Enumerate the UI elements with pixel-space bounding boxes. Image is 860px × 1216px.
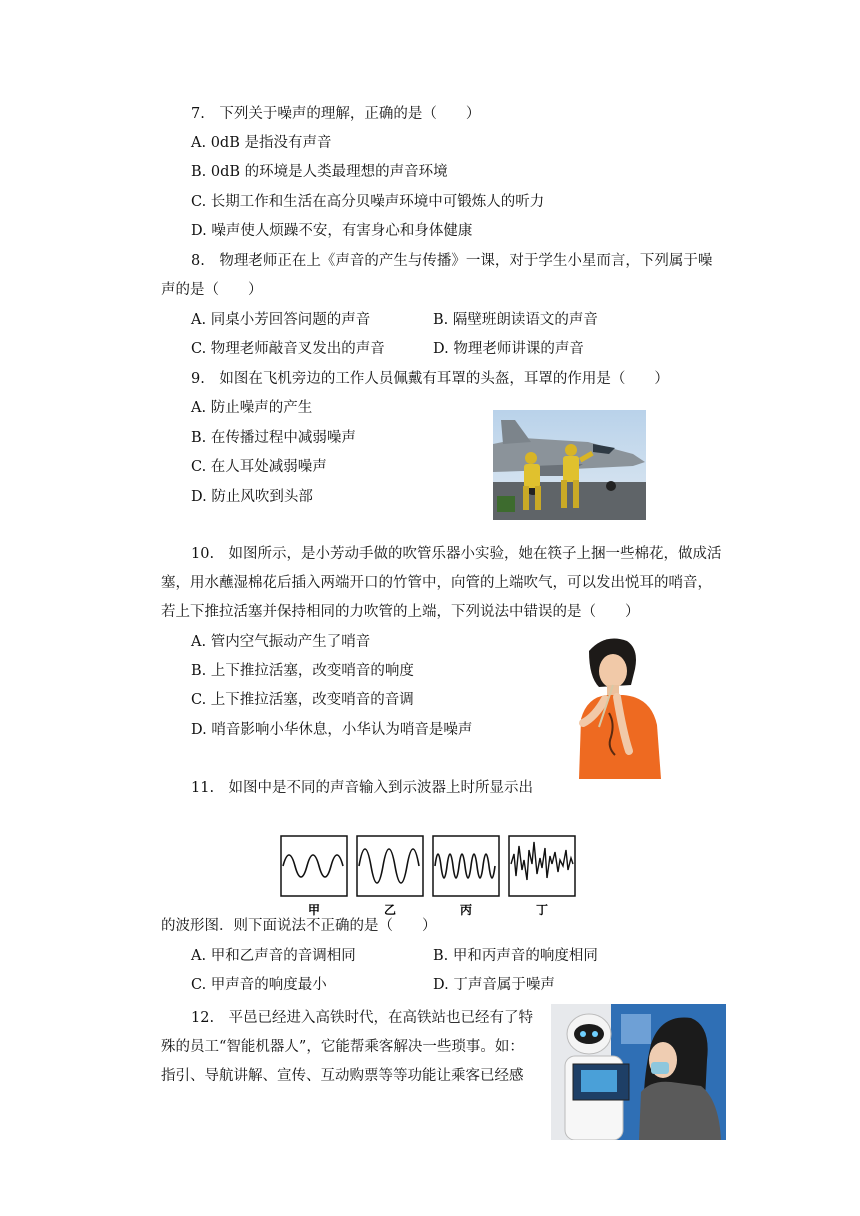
q10-stem-line3: 若上下推拉活塞并保持相同的力吹管的上端，下列说法中错误的是（ ） xyxy=(161,604,640,620)
q11-oscilloscope-waveforms xyxy=(279,834,581,920)
q9-stem: 9. 如图在飞机旁边的工作人员佩戴有耳罩的头盔，耳罩的作用是（ ） xyxy=(191,371,669,387)
q8-stem-line1: 8. 物理老师正在上《声音的产生与传播》一课，对于学生小星而言，下列属于噪 xyxy=(191,253,713,269)
q7-stem: 7. 下列关于噪声的理解，正确的是（ ） xyxy=(191,106,481,122)
q12-line2: 殊的员工“智能机器人”，它能帮乘客解决一些琐事。如： xyxy=(161,1039,524,1055)
q10-girl-blowing-pipe-photo xyxy=(565,633,667,779)
q9-option-d: D. 防止风吹到头部 xyxy=(191,489,313,505)
q7-option-d: D. 噪声使人烦躁不安，有害身心和身体健康 xyxy=(191,223,473,239)
q8-stem-line2: 声的是（ ） xyxy=(161,282,263,298)
q10-stem-line2: 塞，用水蘸湿棉花后插入两端开口的竹管中，向管的上端吹气，可以发出悦耳的哨音， xyxy=(161,575,712,591)
q11-stem-line1: 11. 如图中是不同的声音输入到示波器上时所显示出 xyxy=(191,780,534,796)
waveform-yi xyxy=(357,836,423,917)
q10-stem-line1: 10. 如图所示，是小芳动手做的吹管乐器小实验，她在筷子上捆一些棉花，做成活 xyxy=(191,546,722,562)
waveform-label-yi: 乙 xyxy=(383,903,397,917)
q12-line1: 12. 平邑已经进入高铁时代，在高铁站也已经有了特 xyxy=(191,1010,534,1026)
waveform-ding xyxy=(509,836,575,917)
q8-option-c: C. 物理老师敲音叉发出的声音 xyxy=(191,341,385,357)
waveform-jia xyxy=(281,836,347,917)
q12-line3: 指引、导航讲解、宣传、互动购票等等功能让乘客已经感 xyxy=(161,1068,524,1084)
waveform-bing xyxy=(433,836,499,917)
q9-option-b: B. 在传播过程中减弱噪声 xyxy=(191,430,356,446)
q8-option-d: D. 物理老师讲课的声音 xyxy=(433,341,584,357)
q9-jet-photo xyxy=(493,410,646,520)
q7-option-a: A. 0dB 是指没有声音 xyxy=(191,135,332,151)
q11-option-d: D. 丁声音属于噪声 xyxy=(433,977,555,993)
q11-option-c: C. 甲声音的响度最小 xyxy=(191,977,327,993)
waveform-label-bing: 丙 xyxy=(459,903,473,917)
q10-option-d: D. 哨音影响小华休息，小华认为哨音是噪声 xyxy=(191,722,473,738)
q11-option-a: A. 甲和乙声音的音调相同 xyxy=(191,948,356,964)
q7-option-b: B. 0dB 的环境是人类最理想的声音环境 xyxy=(191,164,448,180)
q9-option-c: C. 在人耳处减弱噪声 xyxy=(191,459,327,475)
waveform-label-ding: 丁 xyxy=(535,903,549,917)
q10-option-c: C. 上下推拉活塞，改变哨音的音调 xyxy=(191,692,414,708)
q12-robot-photo xyxy=(551,1004,726,1140)
q11-option-b: B. 甲和丙声音的响度相同 xyxy=(433,948,598,964)
q8-option-b: B. 隔壁班朗读语文的声音 xyxy=(433,312,598,328)
q10-option-b: B. 上下推拉活塞，改变哨音的响度 xyxy=(191,663,414,679)
q10-option-a: A. 管内空气振动产生了哨音 xyxy=(191,634,371,650)
q11-stem-line2: 的波形图．则下面说法不正确的是（ ） xyxy=(161,918,437,934)
q7-option-c: C. 长期工作和生活在高分贝噪声环境中可锻炼人的听力 xyxy=(191,194,545,210)
waveform-label-jia: 甲 xyxy=(307,903,321,917)
q9-option-a: A. 防止噪声的产生 xyxy=(191,400,313,416)
q8-option-a: A. 同桌小芳回答问题的声音 xyxy=(191,312,371,328)
